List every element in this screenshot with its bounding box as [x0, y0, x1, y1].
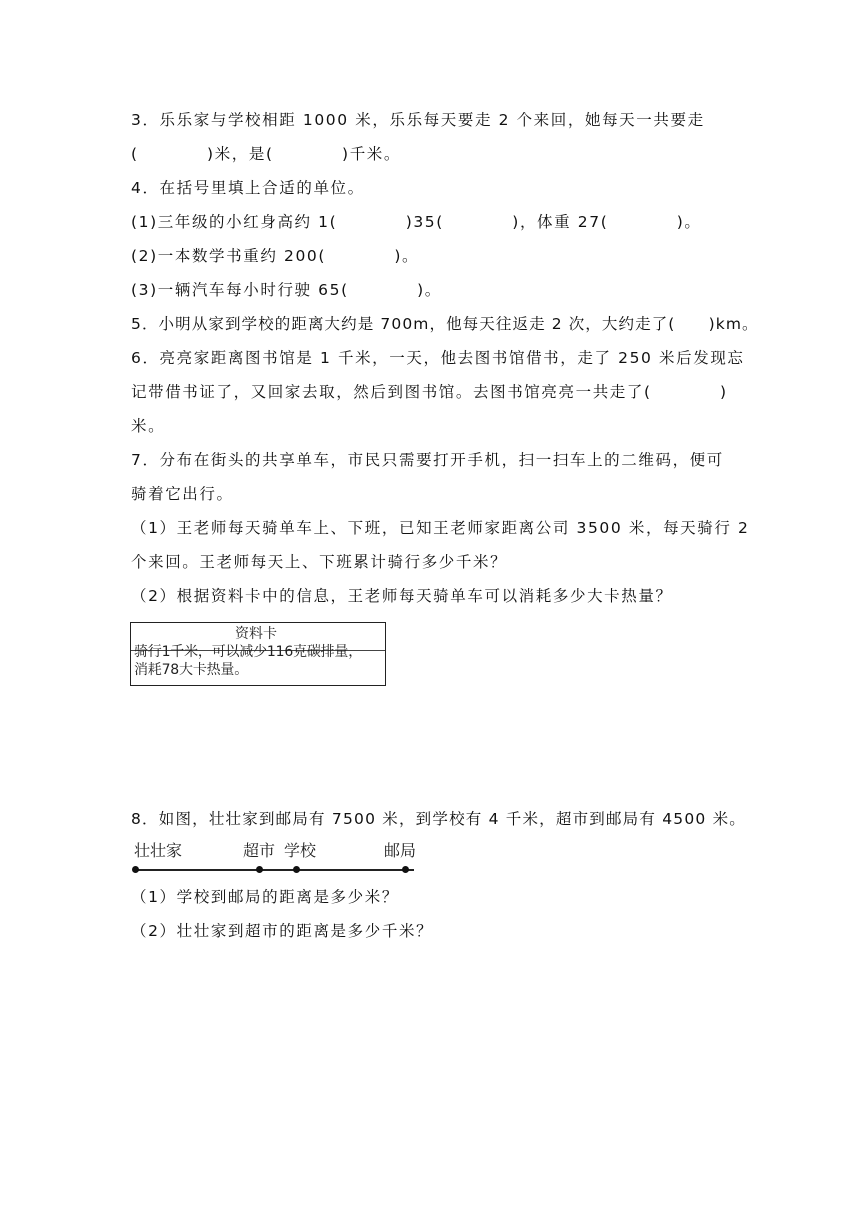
q6-line1: 6．亮亮家距离图书馆是 1 千米，一天，他去图书馆借书，走了 250 米后发现忘 [131, 349, 745, 367]
q5-line1: 5．小明从家到学校的距离大约是 700m，他每天往返走 2 次，大约走了( )km。 [131, 315, 759, 333]
q7-sub2: （2）根据资料卡中的信息，王老师每天骑单车可以消耗多少大卡热量？ [131, 587, 673, 605]
route-line [135, 869, 414, 871]
dot-home [132, 866, 139, 873]
route-diagram [130, 838, 430, 882]
q8-sub2: （2）壮壮家到超市的距离是多少千米？ [131, 922, 434, 940]
q7-line2: 骑着它出行。 [131, 485, 234, 503]
q6-line2: 记带借书证了，又回家去取，然后到图书馆。去图书馆亮亮一共走了( ) [131, 383, 728, 401]
info-card [130, 622, 386, 686]
q4-part2: (2)一本数学书重约 200( )。 [131, 247, 420, 265]
info-card-title: 资料卡 [235, 626, 277, 642]
q7-line1: 7．分布在街头的共享单车，市民只需要打开手机，扫一扫车上的二维码，便可 [131, 451, 724, 469]
dot-post-office [402, 866, 409, 873]
q3-line1: 3．乐乐家与学校相距 1000 米，乐乐每天要走 2 个来回，她每天一共要走 [131, 111, 705, 129]
label-home: 壮壮家 [134, 841, 183, 860]
q4-title: 4．在括号里填上合适的单位。 [131, 179, 365, 197]
q7-sub1-line1: （1）王老师每天骑单车上、下班，已知王老师家距离公司 3500 米，每天骑行 2 [131, 519, 750, 537]
q8-line1: 8．如图，壮壮家到邮局有 7500 米，到学校有 4 千米，超市到邮局有 4500 米。 [131, 810, 746, 828]
label-post-office: 邮局 [384, 841, 417, 860]
q3-line2: ( )米，是( )千米。 [131, 145, 401, 163]
label-supermarket: 超市 [243, 841, 276, 860]
info-card-line1: 骑行1千米，可以减少116克碳排量， [134, 644, 363, 660]
info-card-line2: 消耗78大卡热量。 [134, 662, 249, 678]
q8-sub1: （1）学校到邮局的距离是多少米？ [131, 888, 399, 906]
q6-line3: 米。 [131, 417, 166, 435]
q4-part3: (3)一辆汽车每小时行驶 65( )。 [131, 281, 442, 299]
q7-sub1-line2: 个来回。王老师每天上、下班累计骑行多少千米？ [131, 553, 508, 571]
dot-supermarket [256, 866, 263, 873]
q4-part1: (1)三年级的小红身高约 1( )35( )，体重 27( )。 [131, 213, 702, 231]
label-school: 学校 [284, 841, 317, 860]
dot-school [293, 866, 300, 873]
